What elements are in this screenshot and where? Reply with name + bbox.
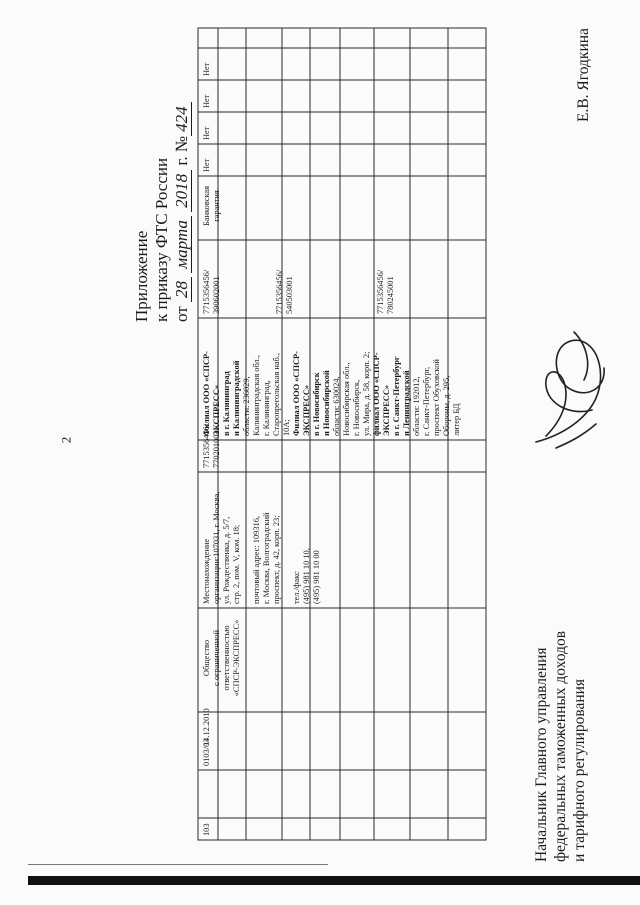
date-month: марта [172,216,192,273]
branch-line: и Новосибирской [322,370,331,436]
branch-line: в г. Новосибирск [312,372,321,436]
branch-line: ЭКСПРЕСС» [212,384,221,436]
appendix-date-line [172,102,192,322]
date-year-suffix: г. [172,156,191,166]
org-location: Местонахождение организации:107031, г. Москва, ул. Рождественка, д. 5/7, стр. 2, пом. V, ком. 18; почтовый адрес: 109316, г. Москва, Волгоградский проспект, д. 42, корп. 23; тел./факс (495) 981 10 10, (495) 981 10 00 [202,491,321,604]
scan-artifact-line [28,864,328,865]
page-number: 2 [58,436,74,444]
branch-line: г. Санкт-Петербург, [422,366,431,436]
record-date: 14.12.2010 [202,708,211,746]
signatory-position: Начальник Главного управления федеральных таможенных доходов и тарифного регулирования [533,630,588,862]
branch-inn-3: 7715356456/ 780245001 [376,269,395,314]
org-inn-kpp: 7715356456/ 770201001 [202,423,221,468]
branch-line: Калининградская обл., [252,355,261,436]
branch-line: Филиал ООО «СПСР- [292,351,301,436]
date-prefix: от [172,306,191,322]
branch-line: 10А; [282,419,291,436]
branch-line: литер БД [452,403,461,436]
order-number: 424 [172,102,192,136]
branch-line: ЭКСПРЕСС» [382,384,391,436]
branch-inn-1: 7715356456/ 390602001 [202,269,221,314]
branch-line: ЭКСПРЕСС» [302,384,311,436]
branch-line: ул. Мира, д. 58, корп. 2; [362,351,371,436]
branch-line: проспект Обуховской [432,359,441,436]
appendix-line2: к приказу ФТС России [152,157,171,322]
handwritten-signature [526,324,612,454]
record-code: 0103/03 [202,738,211,766]
appendix-line1: Приложение [132,230,151,322]
guarantee-type: Банковская гарантия [202,186,221,226]
date-year: 2018 [172,170,192,212]
branch-inn-2: 7715356456/ 540503001 [275,269,294,314]
branch-line: и Ленинградской [402,370,411,436]
branch-line: в г. Санкт-Петербург [392,356,401,436]
branch-line: в г. Калининград [222,371,231,436]
branches-list [202,351,462,436]
scan-edge-bar [28,876,640,885]
branch-line: Новосибирская обл., [342,362,351,436]
branch-line: г. Новосибирск, [352,379,361,436]
branch-line: области: 192012, [412,376,421,436]
branch-line: области: 630024, [332,376,341,436]
org-name: Общество с ограниченной ответственностью «СПСР-ЭКСПРЕСС» [202,619,241,697]
signatory-name: Е.В. Ягодкина [575,28,592,122]
branch-line: области: 236029, [242,376,251,436]
mark-4: Нет [202,62,211,76]
row-number: 103 [202,823,211,836]
branch-line: г. Калининград, [262,380,271,436]
mark-2: Нет [202,126,211,140]
branch-line: Обороны, д. 295, [442,375,451,436]
mark-1: Нет [202,158,211,172]
branch-line: филиал ООО «СПСР- [372,352,381,436]
mark-3: Нет [202,94,211,108]
date-day: 28 [172,277,192,302]
branch-line: Филиал ООО «СПСР- [202,351,211,436]
appendix-header [132,102,192,322]
branch-line: Старопрегольская наб., [272,353,281,436]
number-prefix: № [172,135,191,153]
branch-line: и Калининградской [232,360,241,436]
